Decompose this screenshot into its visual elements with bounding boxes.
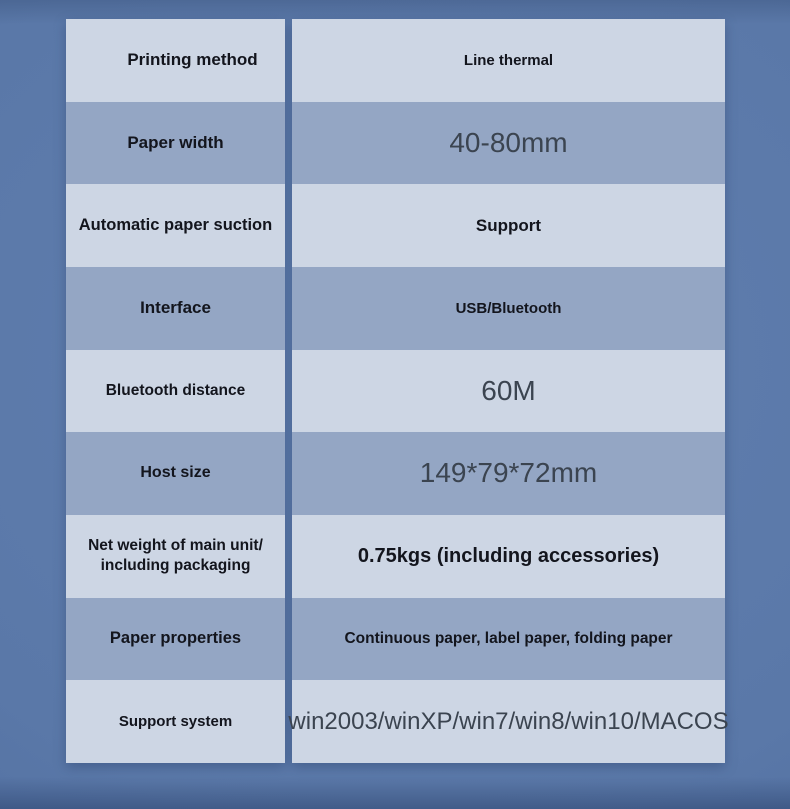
spec-row-label: Interface <box>66 267 285 350</box>
spec-row-value: 0.75kgs (including accessories) <box>292 515 725 598</box>
spec-row-value: USB/Bluetooth <box>292 267 725 350</box>
spec-row-label: Support system <box>66 680 285 763</box>
spec-row-label: Paper width <box>66 102 285 185</box>
spec-row-value: Support <box>292 184 725 267</box>
spec-row-value: 149*79*72mm <box>292 432 725 515</box>
spec-row-label: Bluetooth distance <box>66 350 285 433</box>
spec-row-value: Line thermal <box>292 19 725 102</box>
spec-row-label: Host size <box>66 432 285 515</box>
spec-row-label: Net weight of main unit/ including packaging <box>66 515 285 598</box>
spec-row-value: 60M <box>292 350 725 433</box>
spec-table <box>66 19 729 763</box>
spec-row-value: 40-80mm <box>292 102 725 185</box>
spec-row-value: Continuous paper, label paper, folding paper <box>292 598 725 681</box>
spec-row-value: win2003/winXP/win7/win8/win10/MACOS <box>292 680 725 763</box>
spec-row-label: Automatic paper suction <box>66 184 285 267</box>
spec-row-label: Printing method <box>66 19 285 102</box>
spec-row-label: Paper properties <box>66 598 285 681</box>
